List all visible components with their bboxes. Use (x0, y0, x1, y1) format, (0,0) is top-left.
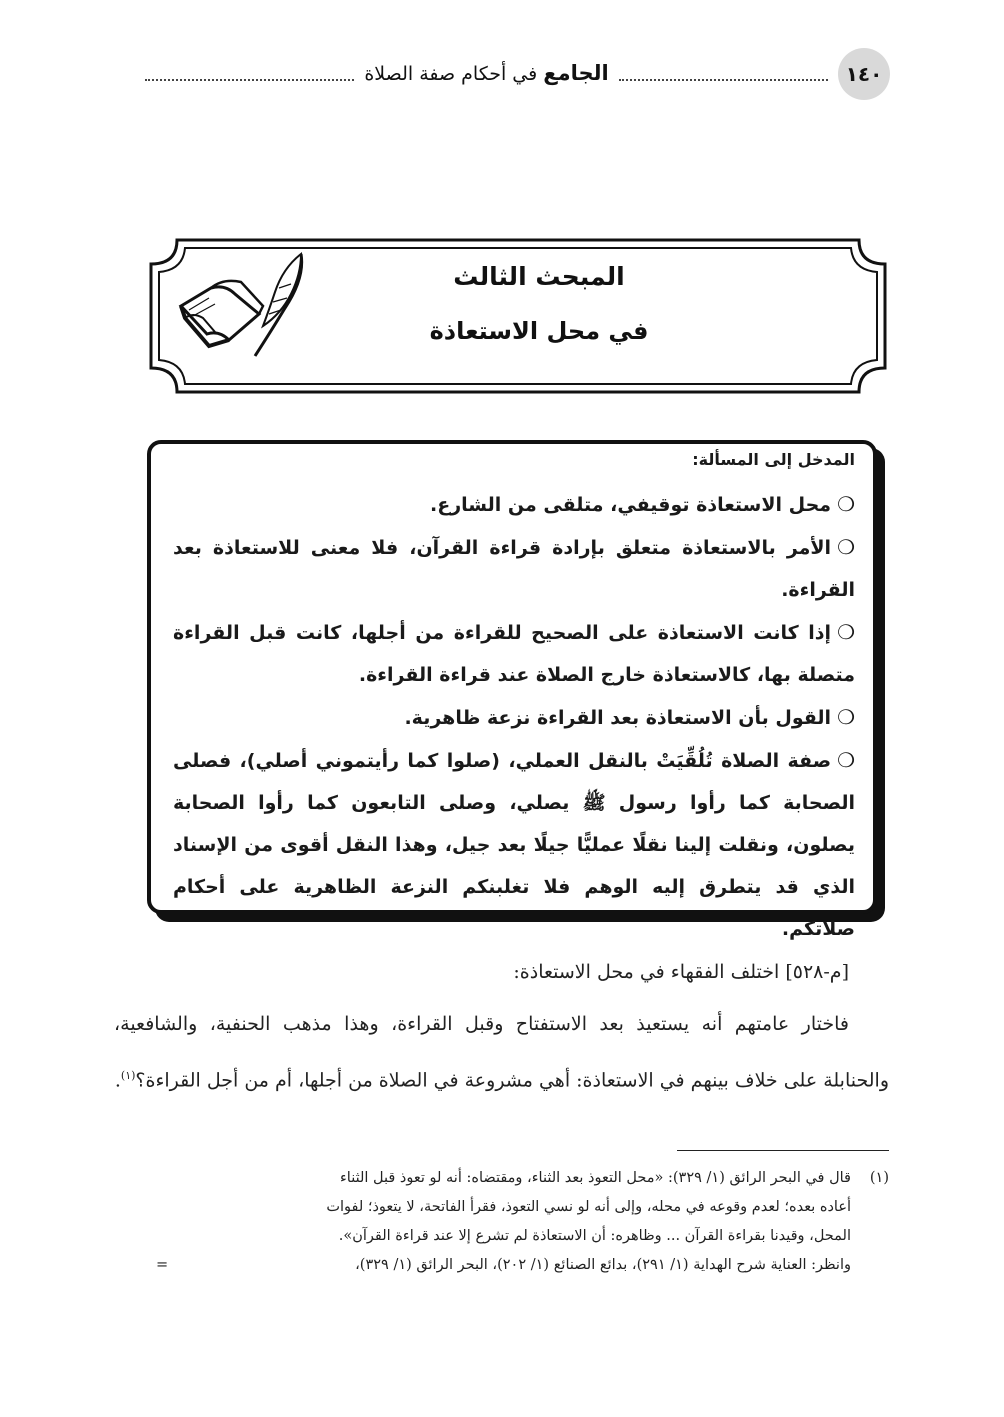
footnote-ref[interactable]: (١) (120, 1069, 136, 1082)
footnote-line: أعاده بعده؛ لعدم وقوعه في محله، وإلى أنه لو نسي التعوذ، فقرأ الفاتحة، لا يتعوذ؛ لفوات (326, 1199, 851, 1215)
running-header (145, 48, 890, 100)
body-paragraph: فاختار عامتهم أنه يستعيذ بعد الاستفتاح وقبل القراءة، وهذا مذهب الحنفية، والشافعية، والحنابلة على خلاف بينهم في الاستعاذة: أهي مشروعة في الصلاة من أجلها، أم من أجل القراءة؟$^{(١)}$. (114, 1013, 889, 1092)
entry-content (173, 450, 855, 950)
footnote-divider (677, 1150, 889, 1151)
circle-bullet-icon: ❍ (837, 705, 855, 729)
section-heading: المبحث الثالث (453, 262, 625, 291)
footnote-line: وانظر: العناية شرح الهداية (١/ ٢٩١)، بدائع الصنائع (١/ ٢٠٢)، البحر الرائق (١/ ٣٢٩)، = (156, 1251, 889, 1280)
footnote-line: (١) قال في البحر الرائق (١/ ٣٢٩): «محل التعوذ بعد الثناء، ومقتضاه: أنه لو تعوذ قبل الثناء (156, 1164, 889, 1193)
footnote-line: المحل، وقيدنا بقراءة القرآن ... وظاهره: أن الاستعاذة لم تشرع إلا عند قراءة القرآن». (338, 1228, 851, 1244)
body-paragraph: [م-٥٢٨] اختلف الفقهاء في محل الاستعاذة: (513, 961, 849, 983)
circle-bullet-icon: ❍ (837, 620, 855, 644)
footnote-number: (١) (869, 1170, 889, 1186)
entry-box (147, 440, 877, 940)
continuation-mark: = (156, 1257, 169, 1273)
running-title (145, 56, 828, 90)
entry-heading: المدخل إلى المسألة: (692, 450, 855, 469)
entry-item: ❍إذا كانت الاستعاذة على الصحيح للقراءة من أجلها، كانت قبل القراءة متصلة بها، كالاستعاذة خارج الصلاة عند قراءة القراءة. (173, 611, 855, 696)
dot-leader-right (619, 79, 828, 81)
section-subheading: في محل الاستعاذة (429, 317, 649, 345)
page-number: ١٤٠ (838, 48, 890, 100)
circle-bullet-icon: ❍ (837, 748, 855, 772)
entry-item: ❍القول بأن الاستعاذة بعد القراءة نزعة ظاهرية. (173, 696, 855, 739)
dot-leader-left (145, 79, 354, 81)
book-title: الجامع في أحكام صفة الصلاة (364, 61, 609, 85)
circle-bullet-icon: ❍ (837, 492, 855, 516)
body-text (114, 946, 889, 1106)
entry-item: ❍الأمر بالاستعاذة متعلق بإرادة قراءة القرآن، فلا معنى للاستعاذة بعد القراءة. (173, 526, 855, 611)
entry-item: ❍صفة الصلاة تُلُقِّيَتْ بالنقل العملي، (صلوا كما رأيتموني أصلي)، فصلى الصحابة كما رأوا رسول ﷺ يصلي، وصلى التابعون كما رأوا الصحابة يصلون، ونقلت إلينا نقلًا عمليًّا جيلًا بعد جيل، وهذا النقل أقوى من الإسناد الذي قد يتطرق إليه الوهم فلا تغلبنكم النزعة الظاهرية على أحكام صلاتكم. (173, 739, 855, 950)
entry-item: ❍محل الاستعاذة توقيفي، متلقى من الشارع. (173, 483, 855, 526)
circle-bullet-icon: ❍ (837, 535, 855, 559)
footnotes (156, 1164, 889, 1280)
section-title-frame (147, 238, 889, 394)
section-title (389, 262, 689, 345)
